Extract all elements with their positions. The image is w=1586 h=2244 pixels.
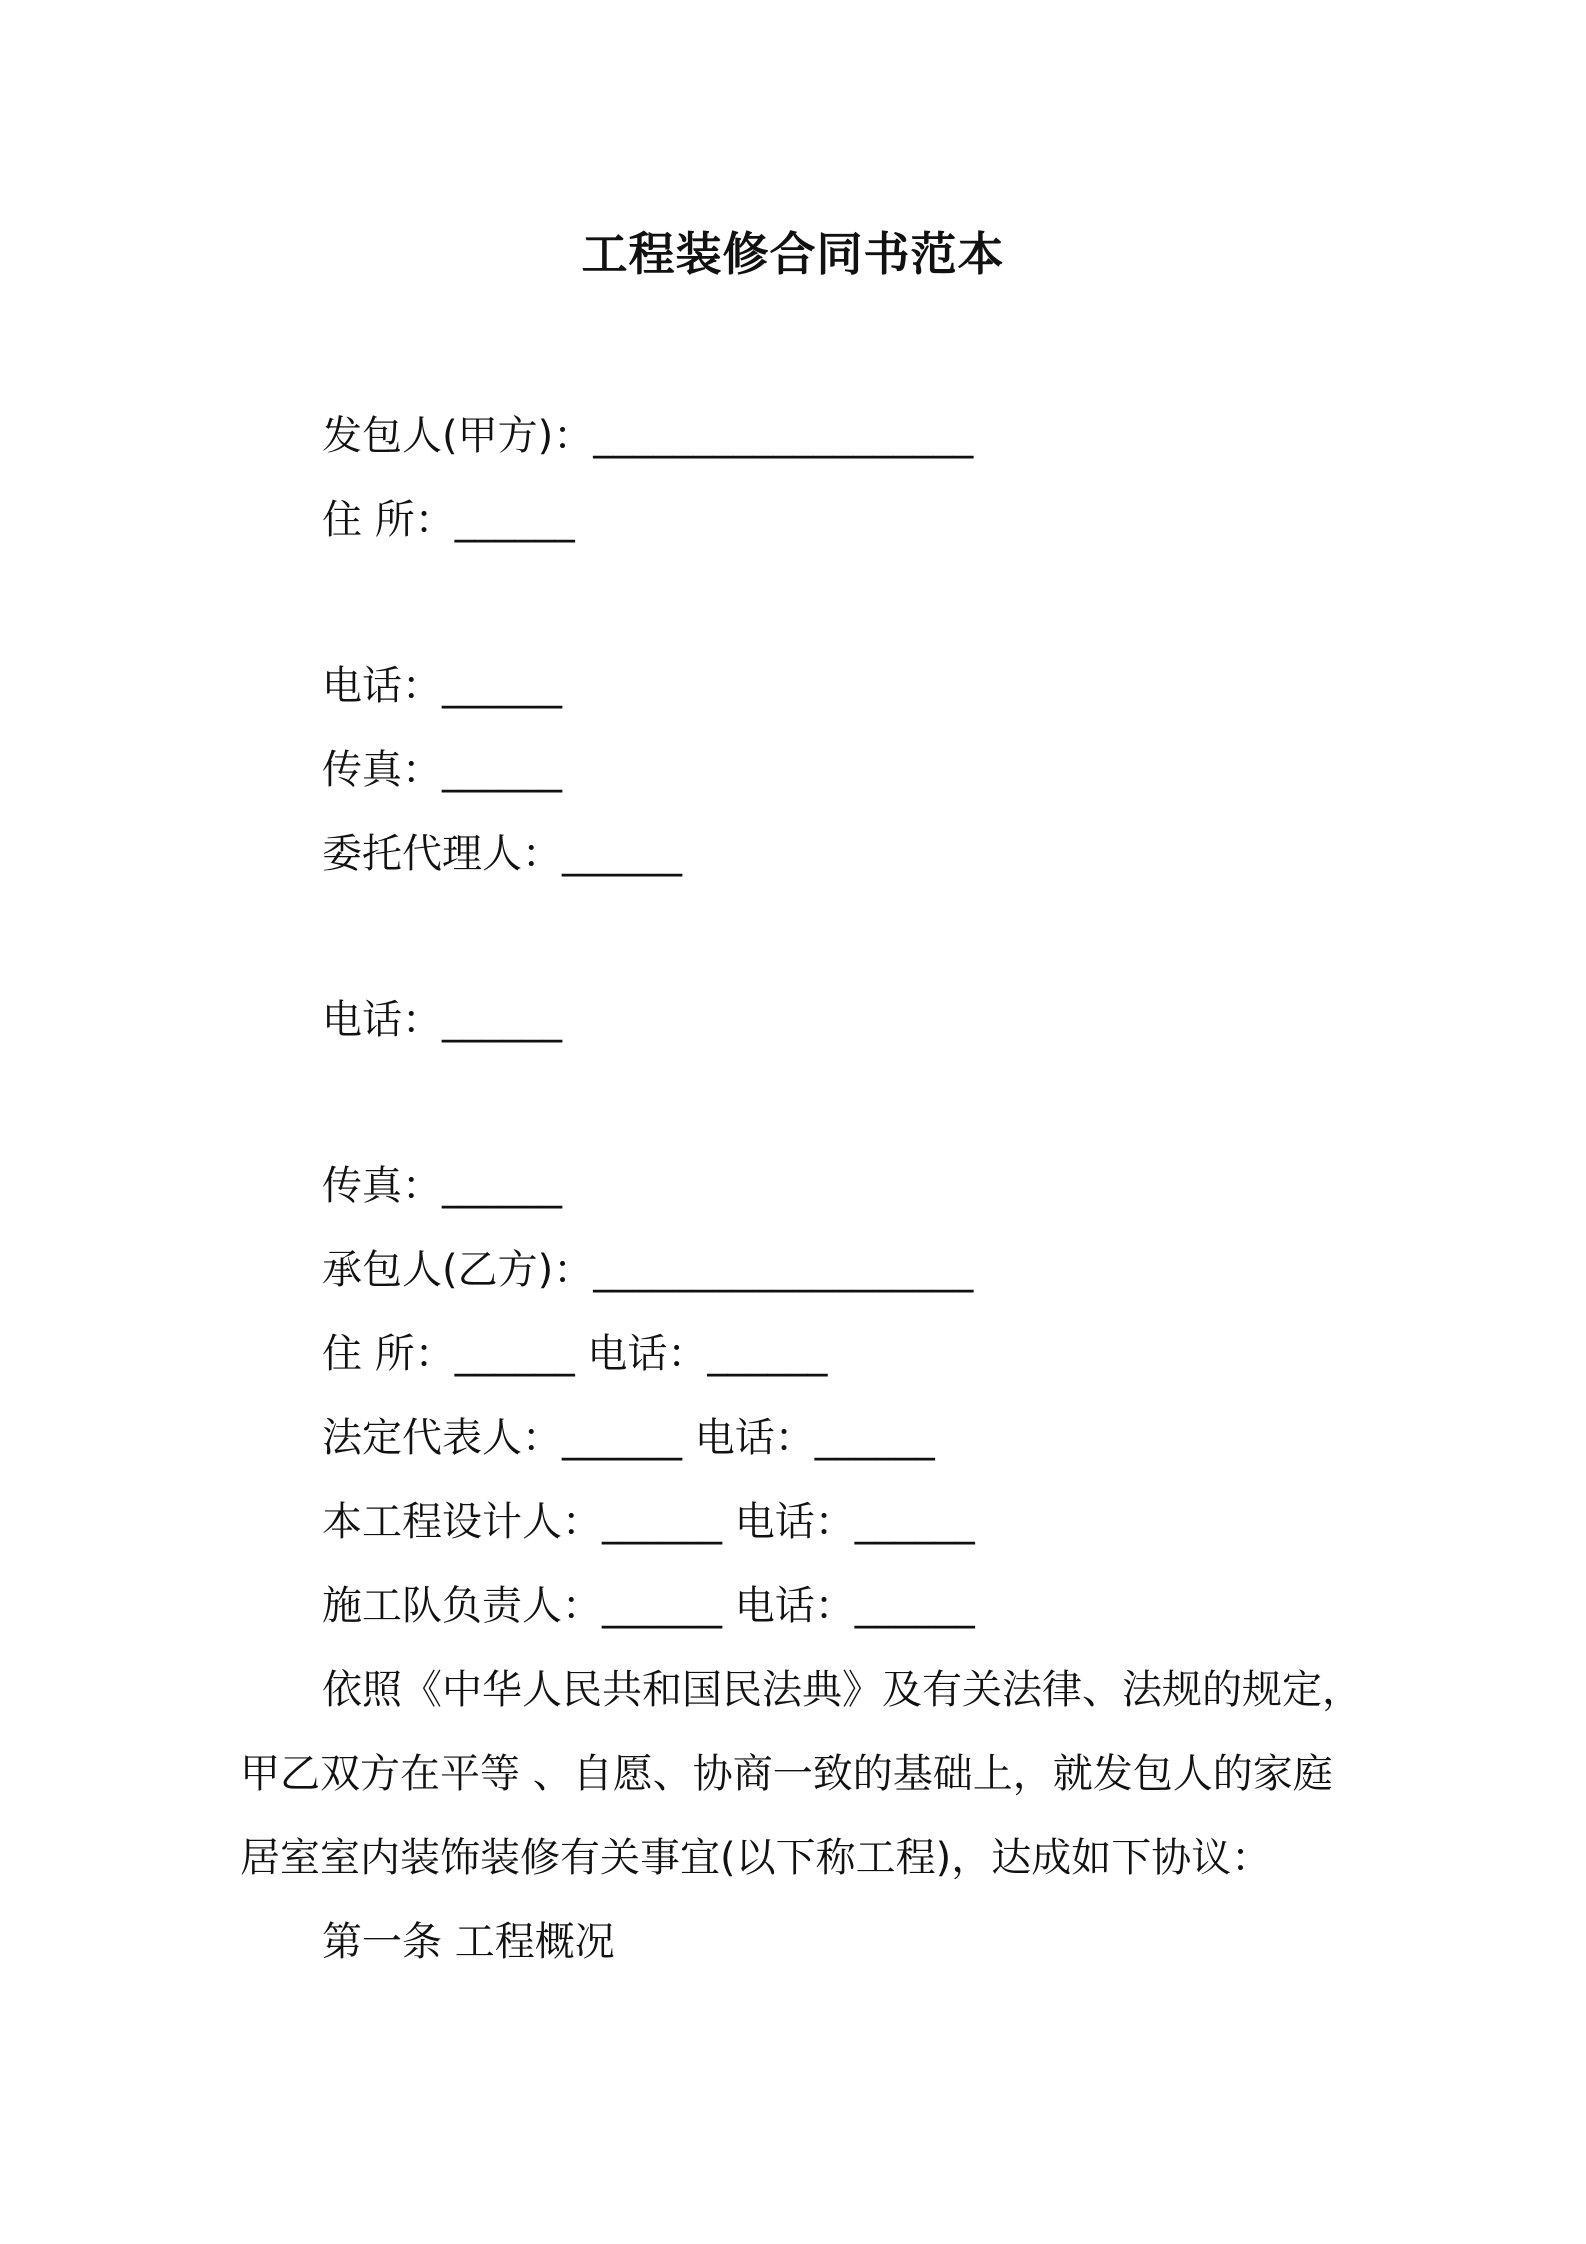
- agent-phone-line: 电话：______: [322, 997, 562, 1043]
- agent-line: 委托代理人：______: [322, 831, 682, 877]
- document-title: 工程装修合同书范本: [581, 227, 1005, 281]
- party-a-fax-line: 传真：______: [322, 747, 562, 793]
- party-a-phone-line: 电话：______: [322, 663, 562, 709]
- agent-fax-line: 传真：______: [322, 1163, 562, 1209]
- party-b-line: 承包人(乙方)：___________________: [322, 1247, 974, 1293]
- agreement-paragraph-line-3: 居室室内装饰装修有关事宜(以下称工程)，达成如下协议：: [240, 1835, 1272, 1881]
- party-a-address-line: 住 所：______: [322, 497, 575, 543]
- construction-lead-line: 施工队负责人：______ 电话：______: [322, 1583, 975, 1629]
- agreement-paragraph-line-2: 甲乙双方在平等 、自愿、协商一致的基础上，就发包人的家庭: [240, 1751, 1333, 1797]
- article-one-heading: 第一条 工程概况: [322, 1919, 615, 1965]
- designer-line: 本工程设计人：______ 电话：______: [322, 1499, 975, 1545]
- party-b-address-line: 住 所：______ 电话：______: [322, 1331, 828, 1377]
- agreement-paragraph-line-1: 依照《中华人民共和国民法典》及有关法律、法规的规定，: [322, 1667, 1362, 1713]
- legal-representative-line: 法定代表人：______ 电话：______: [322, 1415, 935, 1461]
- party-a-line: 发包人(甲方)：___________________: [322, 413, 974, 459]
